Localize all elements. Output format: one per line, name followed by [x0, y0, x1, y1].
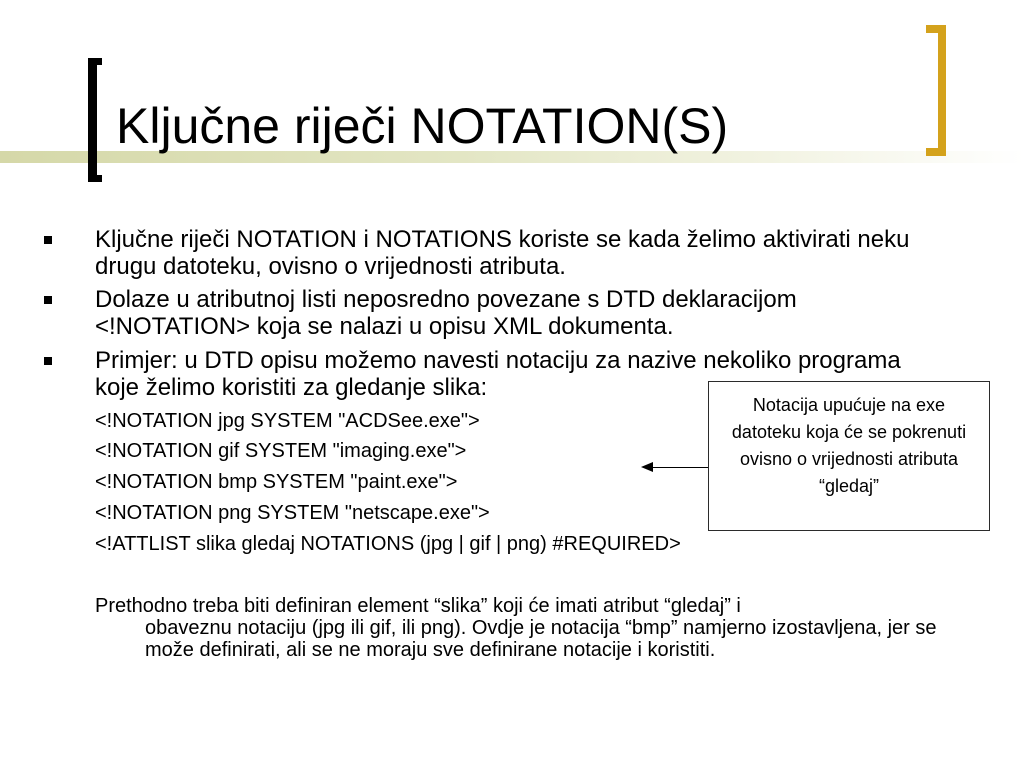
arrow-left-icon — [641, 462, 653, 472]
code-line: <!NOTATION bmp SYSTEM "paint.exe"> — [95, 471, 458, 493]
bullet-text: Ključne riječi NOTATION i NOTATIONS koriste se kada želimo aktivirati neku drugu datoteku, ovisno o vrijednosti atributa. — [95, 226, 910, 280]
bullet-text: Dolaze u atributnoj listi neposredno povezane s DTD deklaracijom <!NOTATION> koja se nalazi u opisu XML dokumenta. — [95, 286, 797, 340]
callout-text: Notacija upućuje na exe datoteku koja će se pokrenuti ovisno o vrijednosti atributa “gledaj” — [731, 395, 967, 496]
callout-arrow-line — [652, 467, 708, 468]
code-line: <!NOTATION jpg SYSTEM "ACDSee.exe"> — [95, 410, 480, 432]
bullet-text: Primjer: u DTD opisu možemo navesti notaciju za nazive nekoliko programa koje želimo koristiti za gledanje slika: — [95, 347, 901, 401]
bullet-square-icon — [44, 236, 52, 244]
note-continuation: obaveznu notaciju (jpg ili gif, ili png). Ovdje je notacija “bmp” namjerno izostavljena, jer se može definirati, ali se ne moraju sve definirane notacije i koristiti. — [145, 617, 937, 661]
bullet-square-icon — [44, 296, 52, 304]
left-bracket-decoration — [88, 58, 102, 182]
note-paragraph — [95, 595, 955, 661]
code-line: <!NOTATION png SYSTEM "netscape.exe"> — [95, 502, 490, 524]
code-line: <!NOTATION gif SYSTEM "imaging.exe"> — [95, 440, 467, 462]
code-line: <!ATTLIST slika gledaj NOTATIONS (jpg | gif | png) #REQUIRED> — [95, 533, 681, 555]
bullet-square-icon — [44, 357, 52, 365]
slide-title: Ključne riječi NOTATION(S) — [116, 98, 729, 154]
callout-box — [708, 381, 990, 531]
note-first-line: Prethodno treba biti definiran element “slika” koji će imati atribut “gledaj” i — [95, 595, 741, 617]
right-bracket-decoration — [926, 25, 946, 156]
